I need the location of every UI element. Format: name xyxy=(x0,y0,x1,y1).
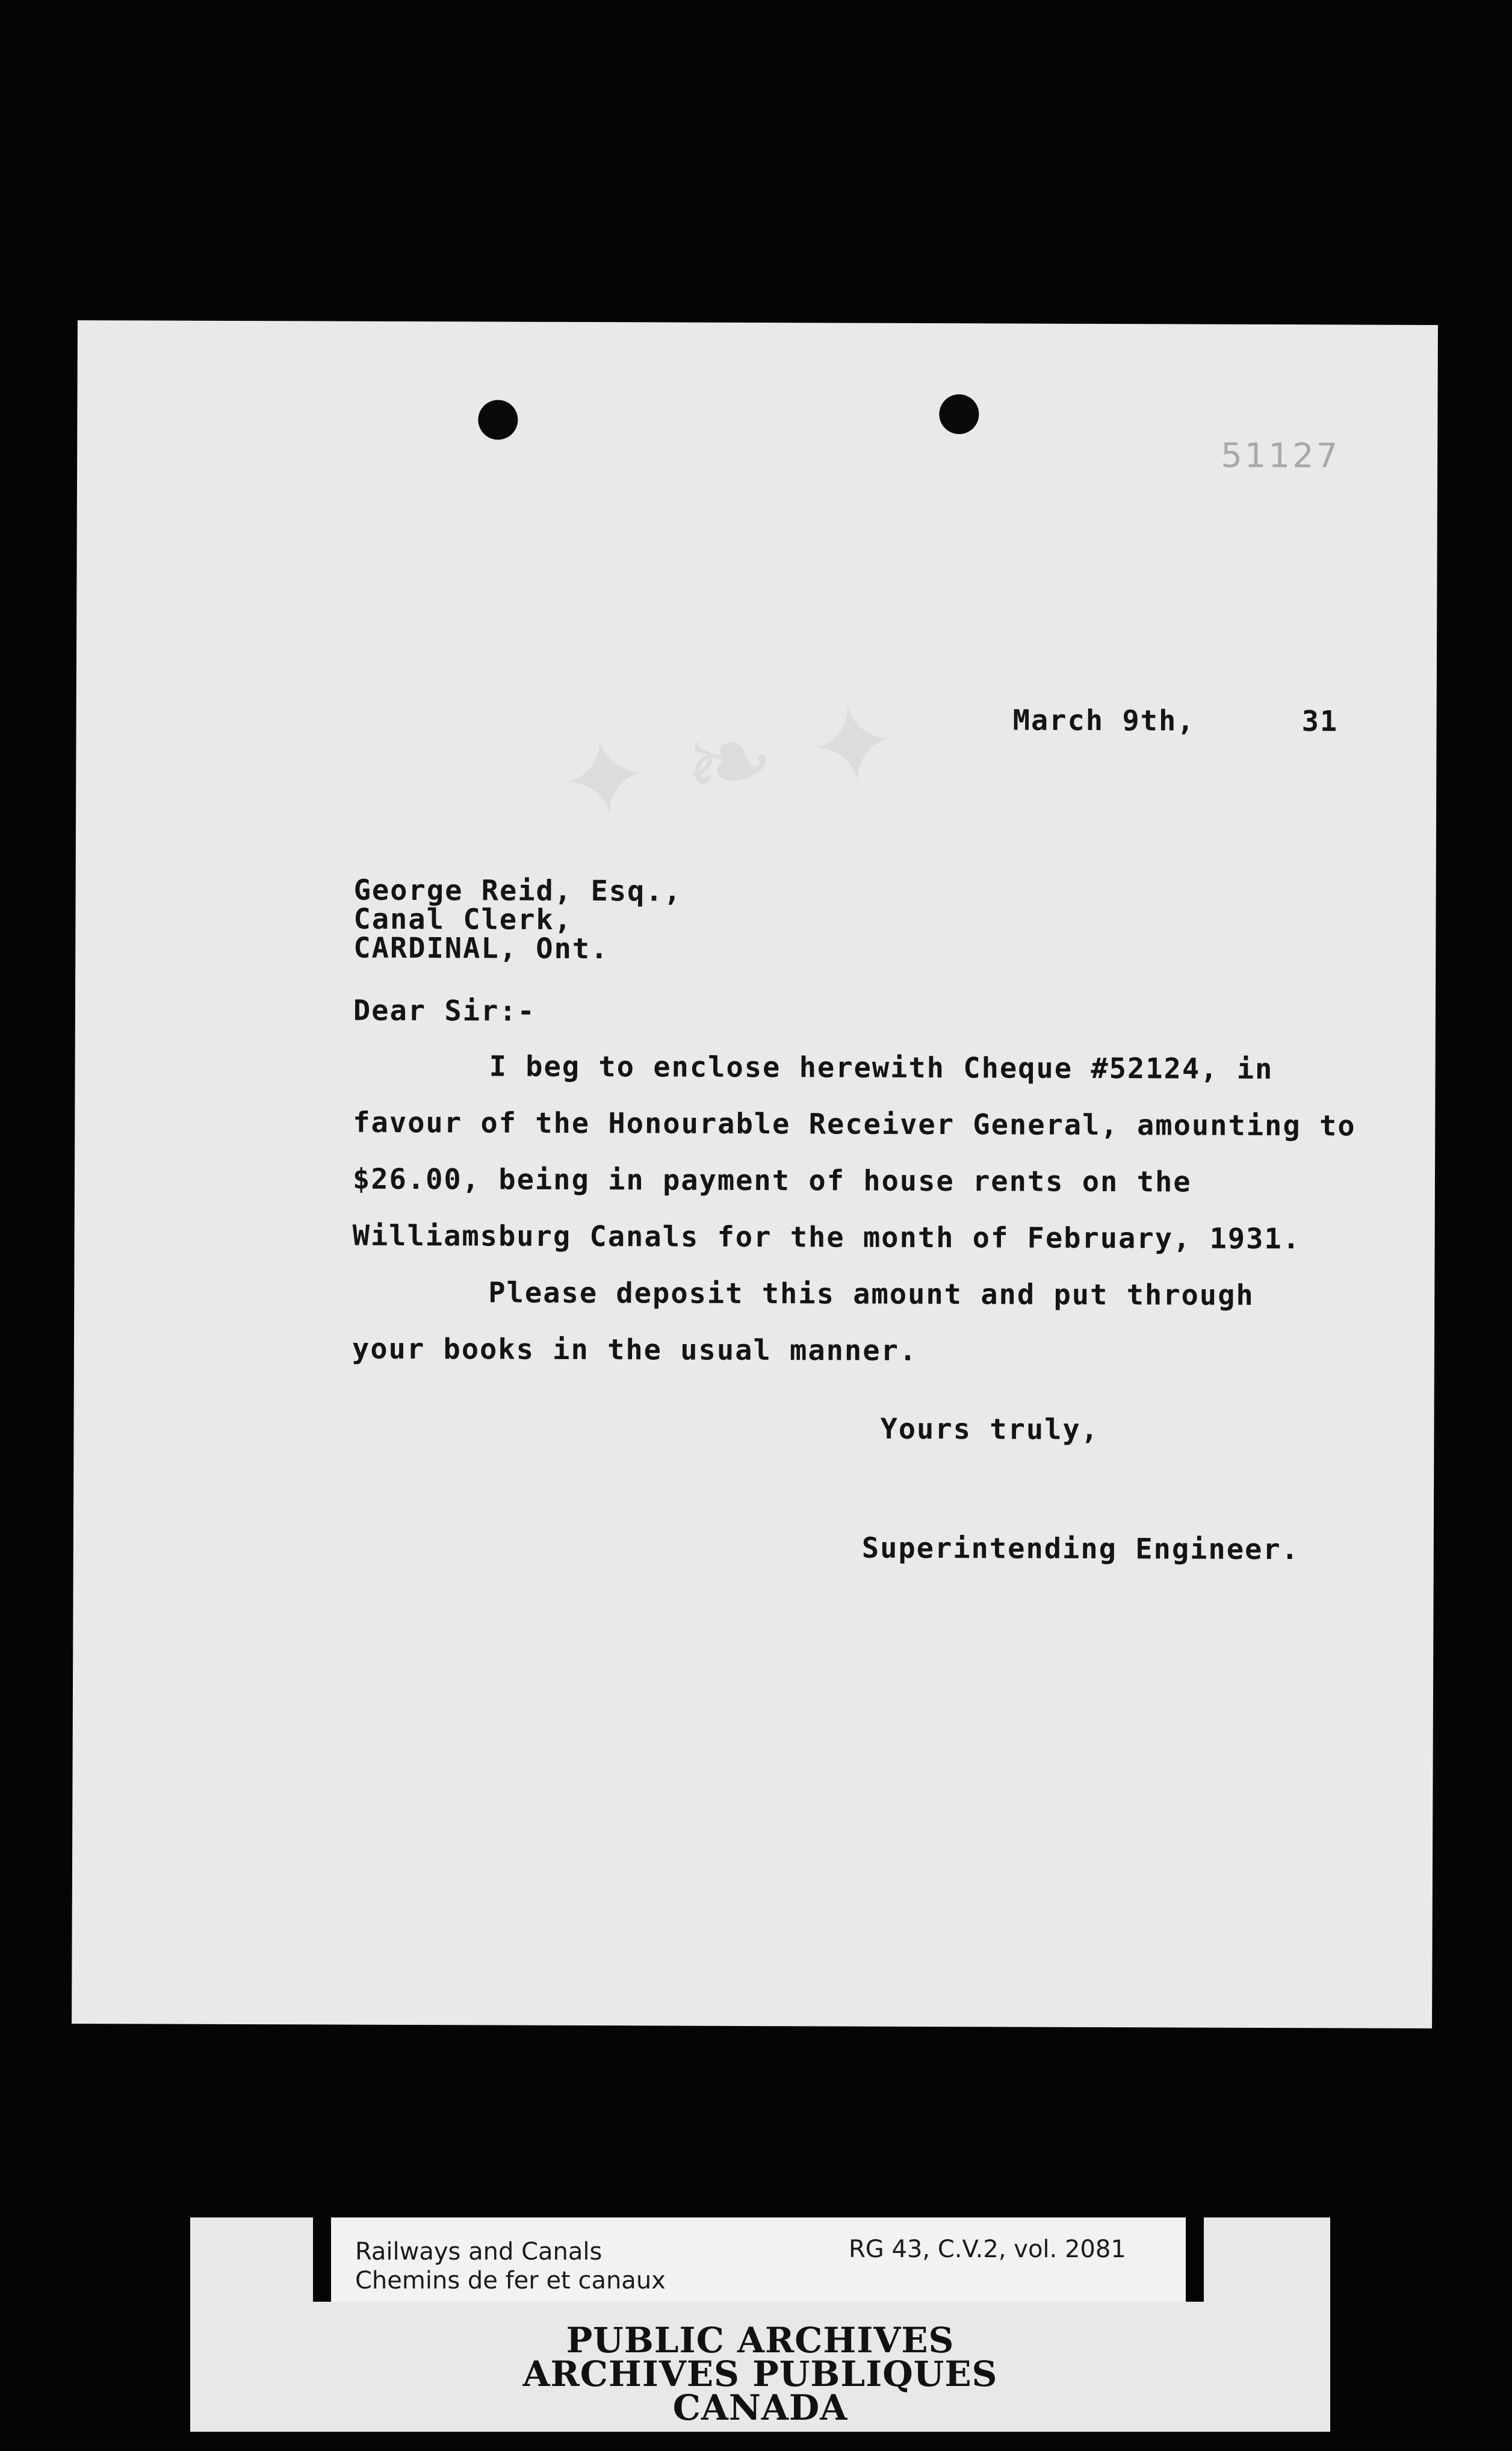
letter-year: 31 xyxy=(1301,705,1339,739)
recipient-location: CARDINAL, Ont. xyxy=(353,931,609,966)
archive-reference: RG 43, C.V.2, vol. 2081 xyxy=(849,2236,1126,2263)
letter-sheet xyxy=(72,320,1438,2028)
institution-en: PUBLIC ARCHIVES xyxy=(566,2320,955,2361)
fonds-name-fr: Chemins de fer et canaux xyxy=(355,2267,666,2295)
folio-number: 51127 xyxy=(1221,436,1340,476)
body-line: I beg to enclose herewith Cheque #52124, in xyxy=(489,1050,1274,1086)
punch-hole-left xyxy=(478,400,518,439)
body-line: your books in the usual manner. xyxy=(352,1332,918,1368)
body-line: Please deposit this amount and put through xyxy=(488,1276,1254,1312)
archive-label xyxy=(190,2217,1330,2432)
salutation: Dear Sir:- xyxy=(353,994,536,1028)
archive-label-frame xyxy=(313,2217,1204,2302)
body-line: $26.00, being in payment of house rents on the xyxy=(352,1162,1192,1199)
body-line: Williamsburg Canals for the month of February, 1931. xyxy=(352,1219,1301,1256)
letter-date: March 9th, xyxy=(1012,704,1195,738)
watermark-crest-icon: ✦ ❧ ✦ xyxy=(551,677,907,849)
closing: Yours truly, xyxy=(880,1412,1100,1446)
recipient-name: George Reid, Esq., xyxy=(353,873,683,908)
punch-hole-right xyxy=(939,394,979,434)
body-line: favour of the Honourable Receiver General, amounting to xyxy=(353,1106,1356,1143)
archive-label-card xyxy=(331,2217,1186,2302)
institution-fr: ARCHIVES PUBLIQUES xyxy=(522,2353,998,2394)
recipient-title: Canal Clerk, xyxy=(353,902,573,937)
fonds-name-en: Railways and Canals xyxy=(355,2238,603,2266)
signature-title: Superintending Engineer. xyxy=(861,1531,1300,1567)
institution-country: CANADA xyxy=(672,2387,848,2428)
